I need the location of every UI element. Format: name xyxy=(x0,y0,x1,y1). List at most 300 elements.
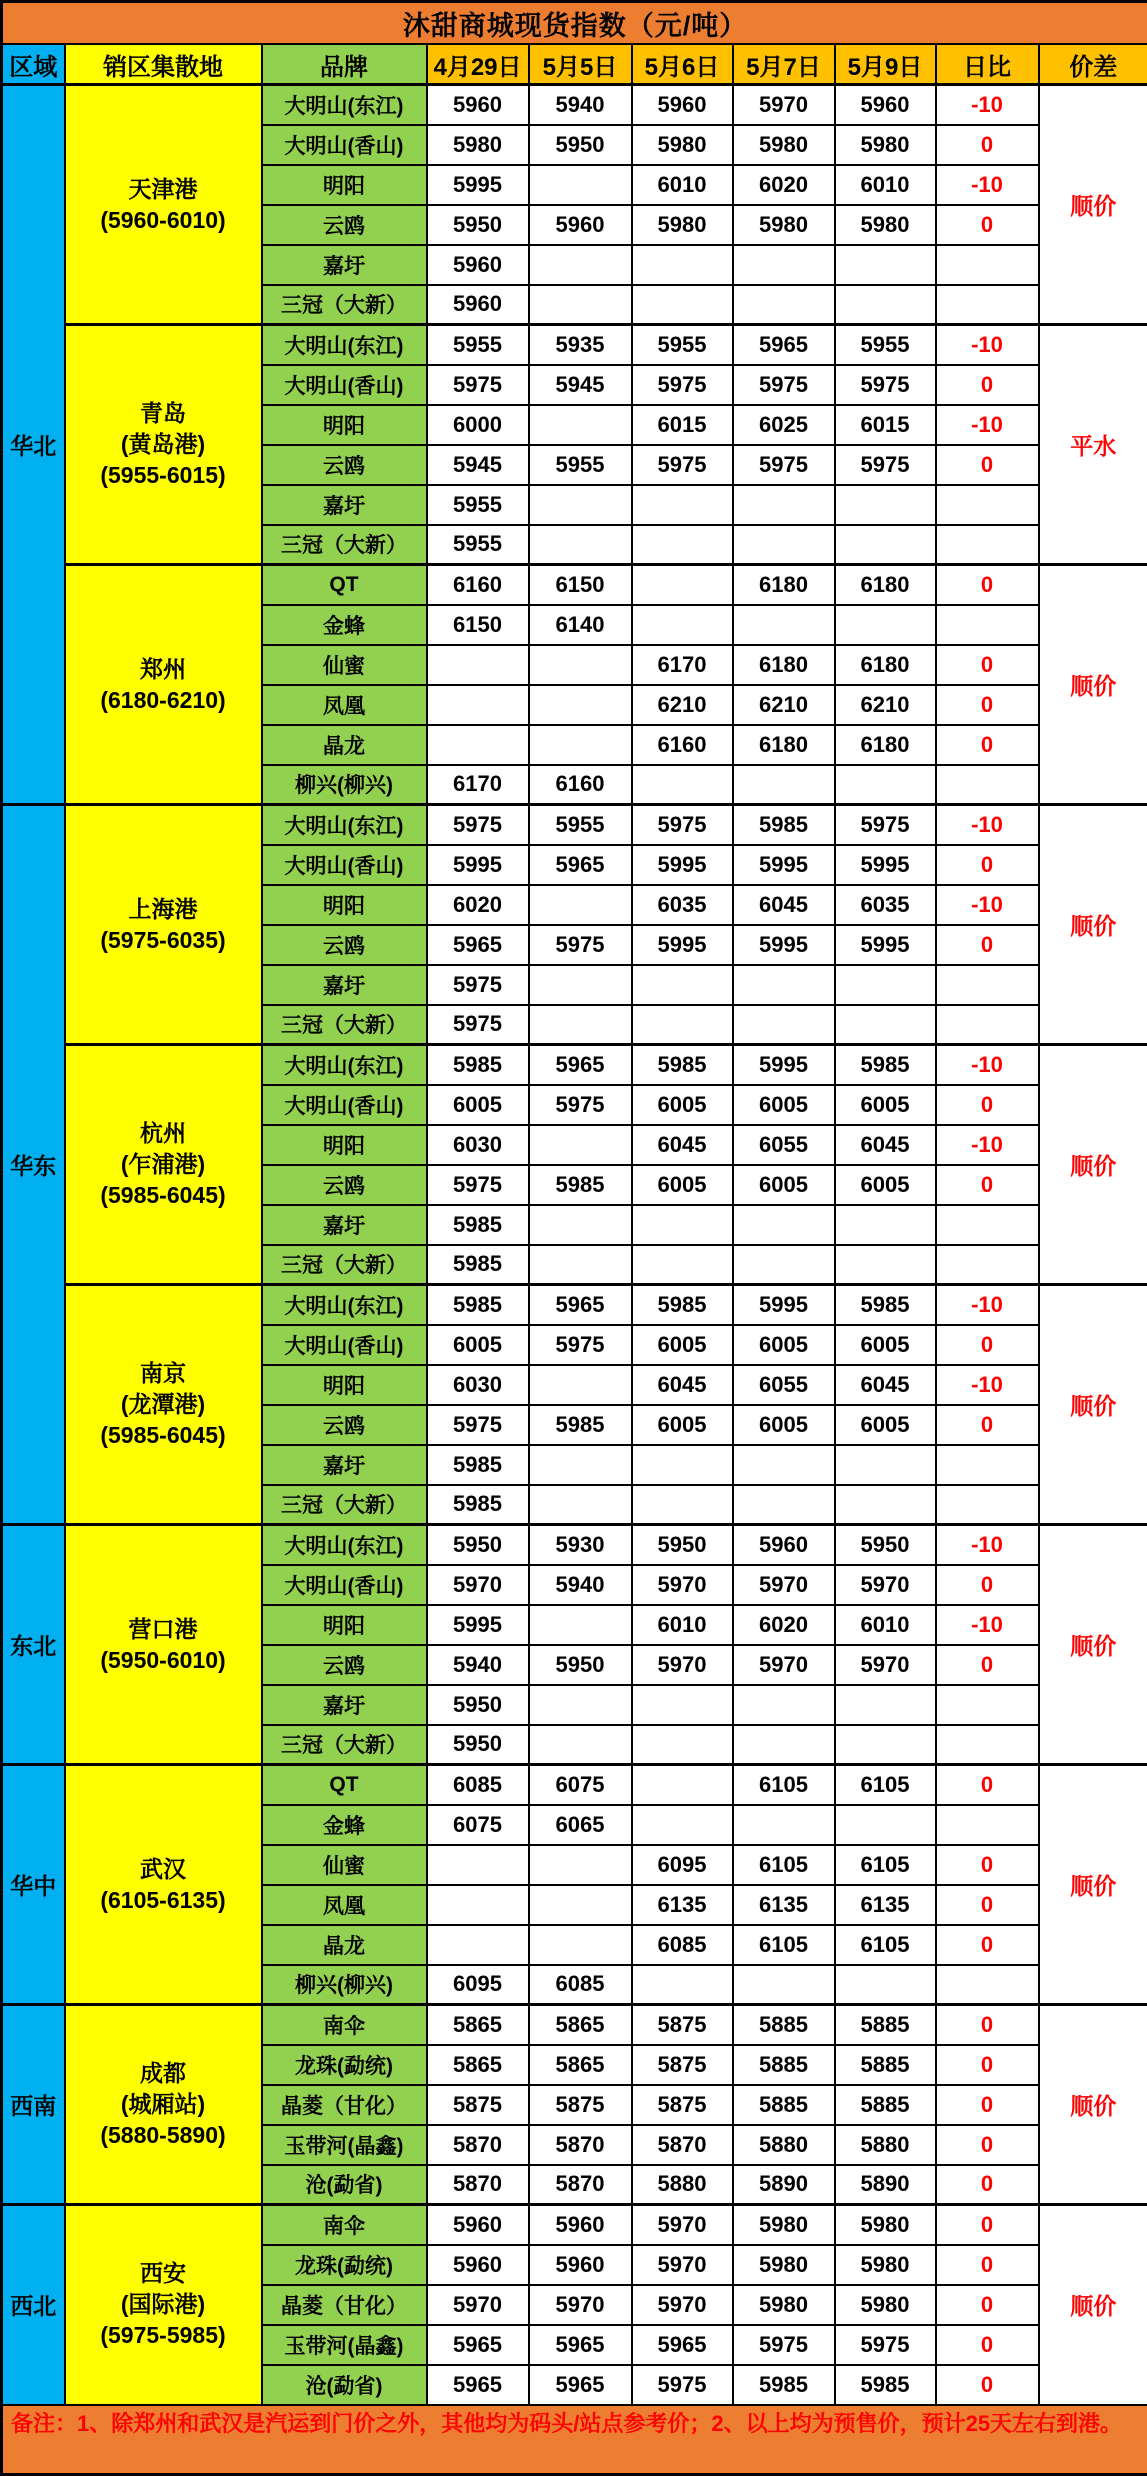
daily-change-cell: -10 xyxy=(936,885,1039,925)
brand-cell: 明阳 xyxy=(262,1365,427,1405)
city-line: (龙潭港) xyxy=(66,1389,261,1420)
brand-cell: 大明山(东江) xyxy=(262,1525,427,1565)
price-cell: 5985 xyxy=(733,2365,835,2405)
brand-cell: 沧(勐省) xyxy=(262,2165,427,2205)
price-cell: 5995 xyxy=(733,845,835,885)
price-cell: 5985 xyxy=(835,2365,936,2405)
city-cell xyxy=(65,565,262,805)
price-cell: 6180 xyxy=(733,565,835,605)
price-cell: 5965 xyxy=(427,925,529,965)
brand-cell: 三冠（大新） xyxy=(262,1485,427,1525)
price-cell: 5960 xyxy=(529,205,632,245)
daily-change-cell xyxy=(936,285,1039,325)
price-cell xyxy=(733,525,835,565)
city-line: (5955-6015) xyxy=(66,460,261,491)
price-cell: 5955 xyxy=(835,325,936,365)
col-header-date-4: 5月7日 xyxy=(733,44,835,85)
price-cell: 5980 xyxy=(733,2205,835,2245)
price-cell: 5955 xyxy=(427,525,529,565)
brand-cell: 嘉圩 xyxy=(262,1445,427,1485)
daily-change-cell: 0 xyxy=(936,205,1039,245)
brand-cell: 柳兴(柳兴) xyxy=(262,765,427,805)
city-line: 杭州 xyxy=(66,1118,261,1149)
price-cell xyxy=(529,1725,632,1765)
daily-change-cell: 0 xyxy=(936,2085,1039,2125)
price-cell: 5980 xyxy=(632,205,733,245)
city-line: (5975-5985) xyxy=(66,2320,261,2351)
price-cell: 5985 xyxy=(632,1045,733,1085)
price-cell: 5950 xyxy=(427,1685,529,1725)
city-line: (国际港) xyxy=(66,2289,261,2320)
price-cell xyxy=(835,765,936,805)
price-cell xyxy=(835,1005,936,1045)
price-cell: 5985 xyxy=(529,1165,632,1205)
price-cell: 5980 xyxy=(632,125,733,165)
table-row xyxy=(2,2005,1147,2045)
daily-change-cell: 0 xyxy=(936,1565,1039,1605)
price-cell xyxy=(529,965,632,1005)
price-cell: 5975 xyxy=(733,2325,835,2365)
price-cell xyxy=(529,1885,632,1925)
spread-cell: 顺价 xyxy=(1039,805,1147,1045)
col-header-date-1: 4月29日 xyxy=(427,44,529,85)
price-cell: 6010 xyxy=(835,1605,936,1645)
price-cell: 5995 xyxy=(427,1605,529,1645)
price-cell: 6005 xyxy=(835,1085,936,1125)
price-cell xyxy=(632,965,733,1005)
city-line: (6180-6210) xyxy=(66,685,261,716)
price-cell: 6005 xyxy=(733,1325,835,1365)
daily-change-cell: 0 xyxy=(936,1765,1039,1805)
brand-cell: 晶菱（甘化） xyxy=(262,2085,427,2125)
price-cell xyxy=(529,1685,632,1725)
table-row xyxy=(2,1525,1147,1565)
brand-cell: 大明山(香山) xyxy=(262,1325,427,1365)
price-cell: 5880 xyxy=(632,2165,733,2205)
price-cell: 6095 xyxy=(427,1965,529,2005)
price-cell: 6005 xyxy=(632,1405,733,1445)
price-cell: 6010 xyxy=(632,1605,733,1645)
brand-cell: 大明山(香山) xyxy=(262,1565,427,1605)
price-cell: 5980 xyxy=(835,2245,936,2285)
brand-cell: 嘉圩 xyxy=(262,1205,427,1245)
brand-cell: 晶菱（甘化） xyxy=(262,2285,427,2325)
price-cell: 5985 xyxy=(529,1405,632,1445)
col-header-date-3: 5月6日 xyxy=(632,44,733,85)
price-cell: 5940 xyxy=(529,85,632,125)
price-cell xyxy=(529,645,632,685)
price-cell: 5980 xyxy=(427,125,529,165)
brand-cell: 大明山(香山) xyxy=(262,365,427,405)
daily-change-cell: -10 xyxy=(936,405,1039,445)
price-cell xyxy=(427,1925,529,1965)
price-cell: 6180 xyxy=(835,725,936,765)
region-cell: 华东 xyxy=(2,805,65,1525)
price-cell: 6180 xyxy=(733,645,835,685)
price-cell: 6085 xyxy=(427,1765,529,1805)
price-cell xyxy=(529,885,632,925)
price-cell: 5970 xyxy=(733,85,835,125)
price-cell: 5970 xyxy=(427,2285,529,2325)
price-cell: 6015 xyxy=(835,405,936,445)
daily-change-cell xyxy=(936,1245,1039,1285)
price-cell: 5885 xyxy=(733,2005,835,2045)
brand-cell: 南伞 xyxy=(262,2205,427,2245)
price-cell: 5995 xyxy=(632,925,733,965)
price-cell: 5975 xyxy=(835,2325,936,2365)
price-cell: 5970 xyxy=(427,1565,529,1605)
city-line: 南京 xyxy=(66,1358,261,1389)
price-cell xyxy=(733,1485,835,1525)
brand-cell: 金蜂 xyxy=(262,1805,427,1845)
price-cell: 5975 xyxy=(632,2365,733,2405)
price-cell: 5960 xyxy=(529,2245,632,2285)
brand-cell: 大明山(香山) xyxy=(262,1085,427,1125)
price-cell xyxy=(835,525,936,565)
price-cell: 5950 xyxy=(632,1525,733,1565)
price-cell: 6160 xyxy=(427,565,529,605)
price-cell: 6005 xyxy=(427,1085,529,1125)
price-cell xyxy=(529,1125,632,1165)
brand-cell: 龙珠(勐统) xyxy=(262,2245,427,2285)
brand-cell: 云鸥 xyxy=(262,445,427,485)
brand-cell: 云鸥 xyxy=(262,925,427,965)
price-cell: 5995 xyxy=(733,1285,835,1325)
daily-change-cell: 0 xyxy=(936,845,1039,885)
brand-cell: 嘉圩 xyxy=(262,965,427,1005)
price-cell xyxy=(632,1245,733,1285)
price-cell: 5995 xyxy=(632,845,733,885)
price-cell: 6075 xyxy=(529,1765,632,1805)
price-cell xyxy=(733,1685,835,1725)
price-cell xyxy=(733,1805,835,1845)
price-cell: 6005 xyxy=(835,1165,936,1205)
price-cell: 5980 xyxy=(835,2205,936,2245)
price-cell xyxy=(427,685,529,725)
city-line: (5950-6010) xyxy=(66,1645,261,1676)
price-cell: 6210 xyxy=(632,685,733,725)
price-cell: 5935 xyxy=(529,325,632,365)
price-cell: 5960 xyxy=(529,2205,632,2245)
daily-change-cell xyxy=(936,525,1039,565)
daily-change-cell xyxy=(936,485,1039,525)
price-cell: 6105 xyxy=(733,1845,835,1885)
brand-cell: 玉带河(晶鑫) xyxy=(262,2325,427,2365)
brand-cell: 大明山(东江) xyxy=(262,85,427,125)
price-cell: 6135 xyxy=(632,1885,733,1925)
price-cell xyxy=(529,725,632,765)
price-cell: 6005 xyxy=(733,1085,835,1125)
price-cell: 5960 xyxy=(733,1525,835,1565)
daily-change-cell: 0 xyxy=(936,1165,1039,1205)
price-cell: 5960 xyxy=(427,2205,529,2245)
price-cell: 5960 xyxy=(427,2245,529,2285)
price-cell: 6020 xyxy=(733,1605,835,1645)
daily-change-cell xyxy=(936,1485,1039,1525)
price-cell: 5965 xyxy=(427,2325,529,2365)
daily-change-cell: 0 xyxy=(936,925,1039,965)
city-cell xyxy=(65,1285,262,1525)
col-header-date-5: 5月9日 xyxy=(835,44,936,85)
price-cell: 5995 xyxy=(427,165,529,205)
table-row xyxy=(2,805,1147,845)
price-cell: 6055 xyxy=(733,1365,835,1405)
price-cell xyxy=(529,1485,632,1525)
daily-change-cell xyxy=(936,965,1039,1005)
price-cell: 6075 xyxy=(427,1805,529,1845)
price-cell: 5960 xyxy=(427,285,529,325)
table-row xyxy=(2,1765,1147,1805)
brand-cell: 三冠（大新） xyxy=(262,285,427,325)
city-cell xyxy=(65,805,262,1045)
price-cell: 5975 xyxy=(427,1005,529,1045)
price-cell: 6005 xyxy=(835,1405,936,1445)
brand-cell: 明阳 xyxy=(262,405,427,445)
daily-change-cell: 0 xyxy=(936,2285,1039,2325)
price-cell: 5970 xyxy=(632,1645,733,1685)
spread-cell: 顺价 xyxy=(1039,2005,1147,2205)
daily-change-cell: -10 xyxy=(936,1365,1039,1405)
daily-change-cell xyxy=(936,1965,1039,2005)
daily-change-cell: 0 xyxy=(936,2205,1039,2245)
price-cell xyxy=(529,245,632,285)
city-line: 营口港 xyxy=(66,1614,261,1645)
price-cell: 5985 xyxy=(427,1285,529,1325)
price-cell xyxy=(529,1605,632,1645)
price-cell: 6020 xyxy=(733,165,835,205)
price-cell: 5865 xyxy=(427,2045,529,2085)
price-cell: 5885 xyxy=(835,2005,936,2045)
price-cell: 6150 xyxy=(529,565,632,605)
price-cell xyxy=(632,1965,733,2005)
price-cell: 5995 xyxy=(835,925,936,965)
price-cell xyxy=(835,245,936,285)
price-cell xyxy=(733,605,835,645)
price-cell: 5975 xyxy=(835,445,936,485)
price-cell: 5995 xyxy=(733,1045,835,1085)
price-cell xyxy=(632,565,733,605)
brand-cell: 沧(勐省) xyxy=(262,2365,427,2405)
spread-cell: 顺价 xyxy=(1039,1525,1147,1765)
price-cell: 6005 xyxy=(427,1325,529,1365)
price-cell: 6105 xyxy=(835,1925,936,1965)
price-cell xyxy=(835,1805,936,1845)
region-cell: 西北 xyxy=(2,2205,65,2405)
price-cell xyxy=(632,1685,733,1725)
brand-cell: 云鸥 xyxy=(262,1645,427,1685)
price-cell: 6000 xyxy=(427,405,529,445)
daily-change-cell: -10 xyxy=(936,1285,1039,1325)
daily-change-cell xyxy=(936,1205,1039,1245)
price-cell: 6150 xyxy=(427,605,529,645)
price-cell: 6170 xyxy=(632,645,733,685)
price-cell: 5975 xyxy=(632,365,733,405)
brand-cell: 明阳 xyxy=(262,885,427,925)
price-cell xyxy=(835,485,936,525)
price-cell: 5890 xyxy=(733,2165,835,2205)
price-cell: 5970 xyxy=(733,1565,835,1605)
region-cell: 西南 xyxy=(2,2005,65,2205)
price-cell: 5975 xyxy=(427,1405,529,1445)
price-cell: 5965 xyxy=(529,2325,632,2365)
price-cell: 5970 xyxy=(632,1565,733,1605)
price-cell: 5950 xyxy=(835,1525,936,1565)
price-cell xyxy=(427,1845,529,1885)
price-cell: 6160 xyxy=(529,765,632,805)
price-cell: 5880 xyxy=(733,2125,835,2165)
daily-change-cell: 0 xyxy=(936,645,1039,685)
price-cell xyxy=(529,1005,632,1045)
price-cell: 6015 xyxy=(632,405,733,445)
daily-change-cell: 0 xyxy=(936,2365,1039,2405)
spread-cell: 顺价 xyxy=(1039,1765,1147,2005)
price-cell: 5975 xyxy=(427,1165,529,1205)
price-cell: 5880 xyxy=(835,2125,936,2165)
city-line: 天津港 xyxy=(66,174,261,205)
price-cell: 5870 xyxy=(427,2125,529,2165)
price-cell: 5985 xyxy=(835,1285,936,1325)
brand-cell: 晶龙 xyxy=(262,1925,427,1965)
city-line: 郑州 xyxy=(66,654,261,685)
price-cell: 5960 xyxy=(835,85,936,125)
price-cell xyxy=(835,1485,936,1525)
city-cell xyxy=(65,325,262,565)
price-cell: 6020 xyxy=(427,885,529,925)
col-header-spread: 价差 xyxy=(1039,44,1147,85)
price-cell: 5870 xyxy=(529,2125,632,2165)
price-cell: 5995 xyxy=(733,925,835,965)
price-cell: 6005 xyxy=(733,1405,835,1445)
city-line: 西安 xyxy=(66,2258,261,2289)
price-cell xyxy=(632,1725,733,1765)
brand-cell: 嘉圩 xyxy=(262,245,427,285)
brand-cell: 云鸥 xyxy=(262,1405,427,1445)
price-cell xyxy=(632,1005,733,1045)
price-cell: 6055 xyxy=(733,1125,835,1165)
brand-cell: 龙珠(勐统) xyxy=(262,2045,427,2085)
brand-cell: 凤凰 xyxy=(262,1885,427,1925)
price-cell: 5950 xyxy=(427,1725,529,1765)
daily-change-cell: -10 xyxy=(936,325,1039,365)
price-cell xyxy=(632,765,733,805)
brand-cell: QT xyxy=(262,1765,427,1805)
price-cell: 5985 xyxy=(427,1045,529,1085)
price-cell xyxy=(835,605,936,645)
price-cell: 5870 xyxy=(427,2165,529,2205)
price-cell xyxy=(733,1965,835,2005)
price-cell xyxy=(835,1245,936,1285)
spread-cell: 顺价 xyxy=(1039,565,1147,805)
note-row xyxy=(2,2405,1147,2475)
daily-change-cell: -10 xyxy=(936,1605,1039,1645)
price-cell: 6045 xyxy=(835,1365,936,1405)
price-cell: 5985 xyxy=(733,805,835,845)
price-cell: 6105 xyxy=(835,1765,936,1805)
price-cell: 5945 xyxy=(427,445,529,485)
price-cell: 5955 xyxy=(427,485,529,525)
brand-cell: 南伞 xyxy=(262,2005,427,2045)
price-cell: 5965 xyxy=(529,2365,632,2405)
title-row xyxy=(2,2,1147,45)
brand-cell: 大明山(东江) xyxy=(262,325,427,365)
price-cell: 5970 xyxy=(529,2285,632,2325)
daily-change-cell: 0 xyxy=(936,725,1039,765)
city-cell xyxy=(65,1525,262,1765)
price-cell xyxy=(835,1205,936,1245)
price-cell: 5950 xyxy=(427,205,529,245)
brand-cell: 嘉圩 xyxy=(262,485,427,525)
col-header-daily-change: 日比 xyxy=(936,44,1039,85)
price-cell xyxy=(529,1245,632,1285)
price-cell: 5885 xyxy=(733,2085,835,2125)
brand-cell: 晶龙 xyxy=(262,725,427,765)
price-cell xyxy=(632,1485,733,1525)
price-cell xyxy=(733,965,835,1005)
price-cell xyxy=(427,645,529,685)
price-cell: 6025 xyxy=(733,405,835,445)
price-cell: 5965 xyxy=(529,1045,632,1085)
price-cell xyxy=(733,285,835,325)
price-cell: 5970 xyxy=(632,2245,733,2285)
price-cell: 5975 xyxy=(427,365,529,405)
price-cell: 6045 xyxy=(835,1125,936,1165)
price-cell: 6135 xyxy=(733,1885,835,1925)
price-cell: 5955 xyxy=(632,325,733,365)
price-cell xyxy=(835,1965,936,2005)
price-cell: 5985 xyxy=(835,1045,936,1085)
brand-cell: 仙蜜 xyxy=(262,1845,427,1885)
price-cell: 5890 xyxy=(835,2165,936,2205)
price-cell: 5985 xyxy=(427,1445,529,1485)
price-cell xyxy=(529,1365,632,1405)
daily-change-cell: -10 xyxy=(936,165,1039,205)
brand-cell: 大明山(东江) xyxy=(262,1285,427,1325)
city-line: 武汉 xyxy=(66,1854,261,1885)
price-cell: 5870 xyxy=(632,2125,733,2165)
table-body xyxy=(2,85,1147,2405)
city-line: 成都 xyxy=(66,2058,261,2089)
price-cell: 5940 xyxy=(529,1565,632,1605)
table-row xyxy=(2,2205,1147,2245)
price-cell: 5980 xyxy=(835,205,936,245)
brand-cell: 柳兴(柳兴) xyxy=(262,1965,427,2005)
price-cell: 6005 xyxy=(632,1165,733,1205)
brand-cell: 大明山(东江) xyxy=(262,805,427,845)
daily-change-cell xyxy=(936,605,1039,645)
col-header-region: 区域 xyxy=(2,44,65,85)
price-cell: 6045 xyxy=(632,1125,733,1165)
price-cell: 5955 xyxy=(529,445,632,485)
price-cell: 5970 xyxy=(632,2285,733,2325)
price-cell: 6170 xyxy=(427,765,529,805)
brand-cell: 明阳 xyxy=(262,1605,427,1645)
price-cell: 5975 xyxy=(733,365,835,405)
daily-change-cell: 0 xyxy=(936,1325,1039,1365)
brand-cell: QT xyxy=(262,565,427,605)
price-cell xyxy=(835,1685,936,1725)
price-cell: 5970 xyxy=(632,2205,733,2245)
price-cell: 5965 xyxy=(733,325,835,365)
price-cell xyxy=(632,525,733,565)
price-cell: 5965 xyxy=(632,2325,733,2365)
price-cell: 5980 xyxy=(835,125,936,165)
daily-change-cell: 0 xyxy=(936,1085,1039,1125)
brand-cell: 云鸥 xyxy=(262,205,427,245)
price-cell: 5980 xyxy=(733,205,835,245)
daily-change-cell: 0 xyxy=(936,2325,1039,2365)
price-cell xyxy=(733,1205,835,1245)
price-cell: 6160 xyxy=(632,725,733,765)
